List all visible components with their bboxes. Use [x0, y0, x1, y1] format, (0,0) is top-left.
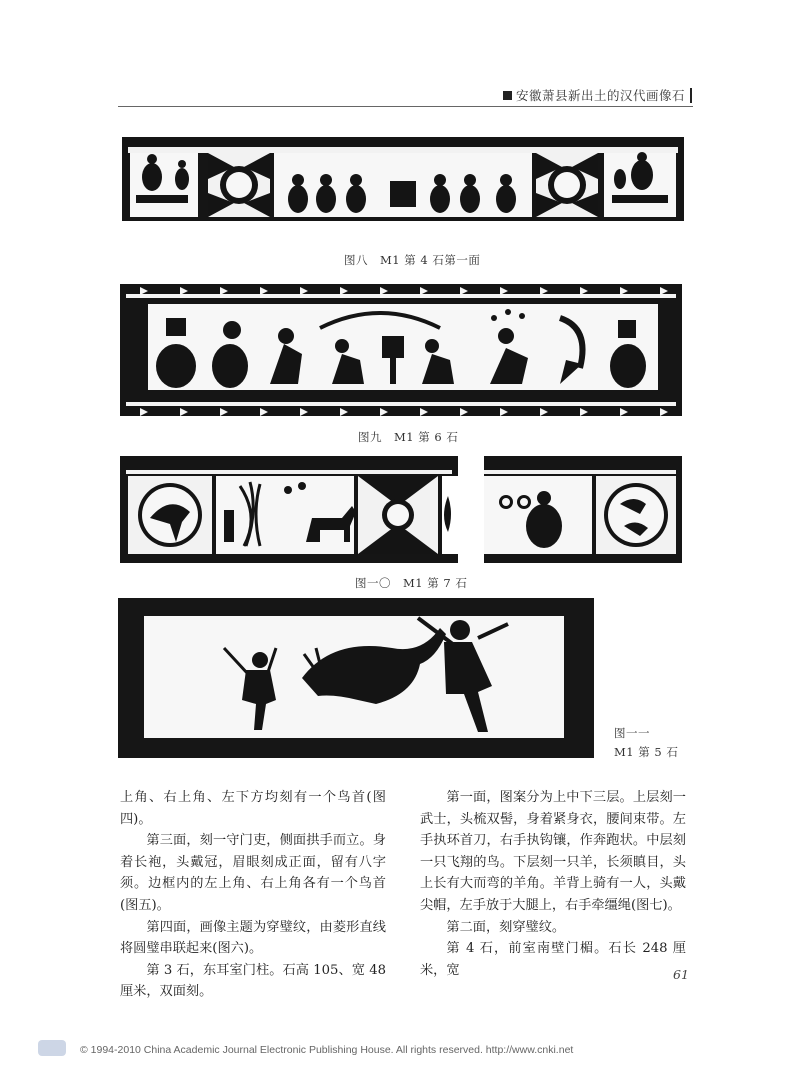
figure-11-caption-line2: M1 第 5 石: [614, 745, 679, 759]
figure-9-caption: 图九 M1 第 6 石: [358, 430, 459, 444]
square-bullet-icon: [503, 91, 512, 100]
figure-11-caption-line1: 图一一: [614, 726, 650, 740]
running-title: 安徽萧县新出土的汉代画像石: [515, 88, 685, 103]
paragraph: 第四面，画像主题为穿璧纹，由菱形直线将圆璧串联起来(图六)。: [120, 919, 386, 957]
header-rule: [118, 106, 693, 107]
paragraph: 第二面，刻穿璧纹。: [446, 919, 566, 935]
paragraph: 第一面，图案分为上中下三层。上层刻一武士，头梳双髻，身着紧身衣，腰间束带。左手执环首刀，右手执钩镶，作奔跑状。中层刻一只飞翔的鸟。下层刻一只羊，长须瞋目，头上长有大而弯的羊角。羊背上骑有一人，头戴尖帽，左手放于大腿上，右手牵缰绳(图七)。: [420, 790, 686, 913]
paragraph: 第 4 石，前室南壁门楣。石长 248 厘米，宽: [420, 941, 686, 978]
vertical-bar-icon: [690, 88, 692, 103]
right-text-column: [420, 787, 686, 981]
figure-9-rubbing: [120, 284, 682, 416]
left-text-column: [120, 787, 386, 1003]
figure-11-rubbing: [118, 598, 594, 758]
paragraph: 上角、右上角、左下方均刻有一个鸟首(图四)。: [120, 790, 386, 827]
cnki-logo-icon: [38, 1040, 66, 1056]
figure-8-rubbing: [122, 137, 684, 227]
figure-10-rubbing-left: [120, 456, 458, 563]
copyright-footer: © 1994-2010 China Academic Journal Electronic Publishing House. All rights reserved. http://www.cnki.net: [80, 1044, 574, 1056]
running-header: [503, 86, 692, 104]
figure-8-caption: 图八 M1 第 4 石第一面: [344, 253, 481, 267]
figure-10-rubbing-right: [484, 456, 682, 563]
figure-10-caption: 图一〇 M1 第 7 石: [355, 576, 468, 590]
page-number: 61: [673, 967, 689, 982]
paragraph: 第 3 石，东耳室门柱。石高 105、宽 48 厘米，双面刻。: [120, 962, 386, 1000]
paragraph: 第三面，刻一守门吏，侧面拱手而立。身着长袍，头戴冠，眉眼刻成正面，留有八字须。边框内的左上角、右上角各有一个鸟首(图五)。: [120, 833, 386, 913]
